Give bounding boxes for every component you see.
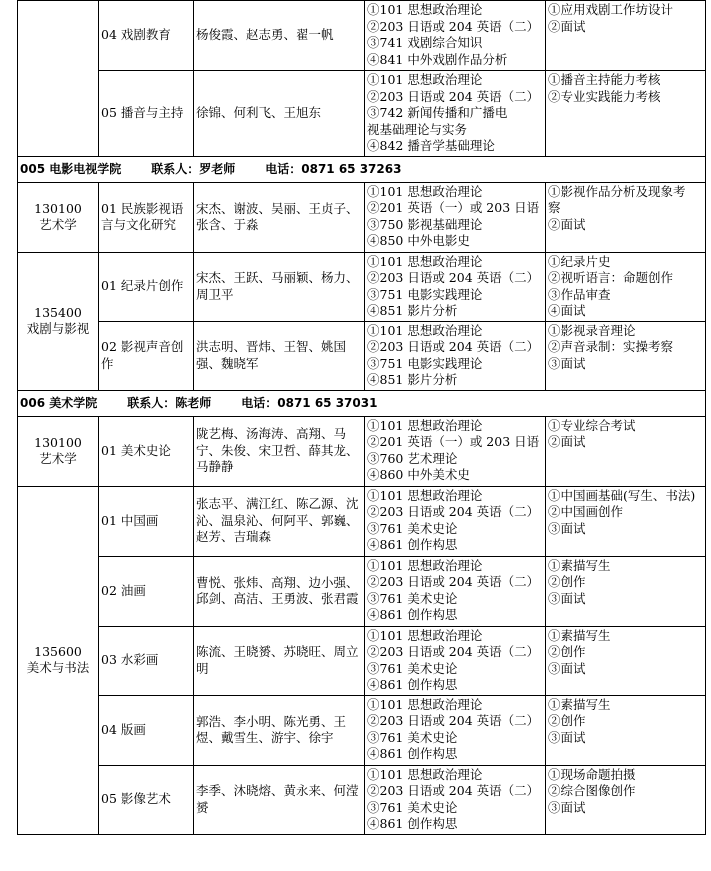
exam-subject-line: ①101 思想政治理论 (367, 322, 483, 338)
exam-subjects-cell (365, 71, 546, 157)
exam-subjects-cell (365, 182, 546, 252)
table-row (18, 765, 706, 834)
retest-subjects-cell (546, 626, 706, 695)
exam-subject-line: ①101 思想政治理论 (367, 72, 483, 87)
exam-subject-line: ①101 思想政治理论 (367, 487, 483, 503)
major-code: 130100 (34, 434, 82, 450)
major-cell (18, 416, 99, 486)
major-cell (18, 182, 99, 252)
direction-cell: 04 版画 (99, 695, 194, 765)
table-row (18, 486, 706, 556)
exam-subject-line: ②203 日语或 204 英语（二） (367, 713, 540, 728)
mentors-cell: 陈流、王晓赟、苏晓旺、周立明 (194, 626, 365, 695)
exam-subject-line: 视基础理论与实务 (367, 121, 468, 137)
table-row (18, 695, 706, 765)
exam-subject-line: ①101 思想政治理论 (367, 696, 483, 712)
mentors-cell: 张志平、满江红、陈乙源、沈沁、温泉沁、何阿平、郭巍、赵芳、吉瑞森 (194, 486, 365, 556)
major-name: 美术与书法 (26, 660, 90, 675)
college-header (18, 390, 706, 416)
mentors-cell: 郭浩、李小明、陈光勇、王煜、戴雪生、游宇、徐宇 (194, 695, 365, 765)
college-name: 005 电影电视学院 (20, 161, 122, 176)
retest-subject-line: ②综合图像创作 (548, 783, 636, 798)
mentors-cell: 洪志明、晋炜、王智、姚国强、魏晓军 (194, 321, 365, 390)
retest-subjects-cell (546, 182, 706, 252)
exam-subjects-cell (365, 626, 546, 695)
exam-subject-line: ②201 英语（一）或 203 日语 (367, 200, 540, 215)
retest-subject-line: ①应用戏剧工作坊设计 (548, 2, 674, 17)
major-code: 130100 (34, 200, 82, 216)
direction-cell: 02 油画 (99, 556, 194, 626)
exam-subjects-cell (365, 416, 546, 486)
table-row (18, 1, 706, 71)
retest-subject-line: ③面试 (548, 729, 586, 745)
table-row (18, 71, 706, 157)
retest-subject-line: ①影视录音理论 (548, 322, 636, 338)
direction-cell: 05 影像艺术 (99, 765, 194, 834)
retest-subjects-cell (546, 695, 706, 765)
retest-subject-line: ②专业实践能力考核 (548, 88, 661, 104)
exam-subjects-cell (365, 486, 546, 556)
retest-subject-line: ②创作 (548, 574, 586, 589)
exam-subject-line: ③751 电影实践理论 (367, 355, 483, 371)
retest-subject-line: ①播音主持能力考核 (548, 72, 661, 87)
exam-subject-line: ②203 日语或 204 英语（二） (367, 504, 540, 519)
table-row (18, 416, 706, 486)
exam-subject-line: ①101 思想政治理论 (367, 2, 483, 17)
retest-subject-line: ①素描写生 (548, 557, 611, 573)
retest-subject-line: ③面试 (548, 660, 586, 676)
mentors-cell: 曹悦、张炜、高翔、边小强、邱剑、高洁、王勇波、张君霞 (194, 556, 365, 626)
catalog-table (17, 0, 706, 835)
retest-subject-line: ②中国画创作 (548, 504, 624, 519)
direction-cell: 01 中国画 (99, 486, 194, 556)
exam-subject-line: ②203 日语或 204 英语（二） (367, 88, 540, 104)
retest-subject-line: ①专业综合考试 (548, 417, 636, 433)
direction-cell: 02 影视声音创作 (99, 321, 194, 390)
college-header-row (18, 156, 706, 182)
retest-subject-line: ③作品审查 (548, 286, 611, 302)
retest-subject-line: ③面试 (548, 520, 586, 536)
direction-cell: 03 水彩画 (99, 626, 194, 695)
exam-subjects-cell (365, 321, 546, 390)
retest-subject-line: ③面试 (548, 799, 586, 815)
exam-subject-line: ④842 播音学基础理论 (367, 138, 495, 153)
mentors-cell: 宋杰、谢波、吴丽、王贞子、张含、于淼 (194, 182, 365, 252)
exam-subjects-cell (365, 765, 546, 834)
major-name: 艺术学 (39, 451, 77, 466)
direction-cell: 01 民族影视语言与文化研究 (99, 182, 194, 252)
exam-subject-line: ④861 创作构思 (367, 607, 458, 622)
exam-subjects-cell (365, 556, 546, 626)
retest-subject-line: ②创作 (548, 644, 586, 659)
exam-subject-line: ②201 英语（一）或 203 日语 (367, 434, 540, 449)
exam-subject-line: ①101 思想政治理论 (367, 253, 483, 269)
direction-cell: 01 纪录片创作 (99, 252, 194, 321)
exam-subject-line: ④861 创作构思 (367, 537, 458, 552)
retest-subjects-cell (546, 765, 706, 834)
retest-subjects-cell (546, 556, 706, 626)
retest-subjects-cell (546, 416, 706, 486)
direction-cell: 01 美术史论 (99, 416, 194, 486)
mentors-cell: 陇艺梅、汤海涛、高翔、马宁、朱俊、宋卫哲、薛其龙、马静静 (194, 416, 365, 486)
retest-subject-line: ④面试 (548, 303, 586, 318)
retest-subject-line: ①现场命题拍摄 (548, 766, 636, 782)
exam-subjects-cell (365, 252, 546, 321)
retest-subject-line: ②面试 (548, 216, 586, 232)
major-cell-continued (18, 1, 99, 157)
college-contact: 联系人：罗老师 (151, 161, 236, 176)
exam-subject-line: ③751 电影实践理论 (367, 286, 483, 302)
major-code: 135600 (34, 643, 82, 659)
major-cell (18, 252, 99, 390)
table-row (18, 626, 706, 695)
college-header-row (18, 390, 706, 416)
retest-subject-line: ①中国画基础(写生、书法) (548, 487, 696, 503)
exam-subject-line: ③761 美术史论 (367, 799, 458, 815)
table-row (18, 252, 706, 321)
exam-subject-line: ④860 中外美术史 (367, 467, 470, 482)
exam-subject-line: ③750 影视基础理论 (367, 216, 483, 232)
exam-subject-line: ③741 戏剧综合知识 (367, 35, 483, 50)
retest-subject-line: ③面试 (548, 355, 586, 371)
mentors-cell: 杨俊霞、赵志勇、翟一帆 (194, 1, 365, 71)
enrollment-catalog (17, 0, 705, 835)
exam-subject-line: ③761 美术史论 (367, 520, 458, 536)
exam-subject-line: ④850 中外电影史 (367, 233, 470, 248)
retest-subject-line: ①纪录片史 (548, 253, 611, 269)
exam-subject-line: ④851 影片分析 (367, 372, 458, 387)
college-phone: 电话：0871 65 37031 (241, 395, 378, 410)
retest-subjects-cell (546, 1, 706, 71)
exam-subject-line: ④861 创作构思 (367, 746, 458, 761)
college-header (18, 156, 706, 182)
retest-subject-line: ②声音录制：实操考察 (548, 339, 674, 354)
table-row (18, 321, 706, 390)
exam-subject-line: ②203 日语或 204 英语（二） (367, 644, 540, 659)
exam-subject-line: ④851 影片分析 (367, 303, 458, 318)
exam-subject-line: ③742 新闻传播和广播电 (367, 105, 508, 120)
exam-subject-line: ④841 中外戏剧作品分析 (367, 51, 508, 67)
table-row (18, 556, 706, 626)
retest-subject-line: ①影视作品分析及现象考 (548, 183, 686, 199)
retest-subject-line: ②视听语言：命题创作 (548, 270, 674, 285)
retest-subject-line: ②面试 (548, 18, 586, 34)
exam-subject-line: ①101 思想政治理论 (367, 417, 483, 433)
retest-subject-line: ②面试 (548, 434, 586, 449)
retest-subjects-cell (546, 252, 706, 321)
retest-subjects-cell (546, 321, 706, 390)
exam-subject-line: ②203 日语或 204 英语（二） (367, 574, 540, 589)
mentors-cell: 宋杰、王跃、马丽颖、杨力、周卫平 (194, 252, 365, 321)
retest-subject-line: ③面试 (548, 590, 586, 606)
table-row (18, 182, 706, 252)
exam-subject-line: ②203 日语或 204 英语（二） (367, 339, 540, 354)
exam-subjects-cell (365, 1, 546, 71)
exam-subject-line: ①101 思想政治理论 (367, 627, 483, 643)
major-code: 135400 (34, 304, 82, 320)
retest-subjects-cell (546, 71, 706, 157)
exam-subject-line: ③761 美术史论 (367, 660, 458, 676)
exam-subject-line: ②203 日语或 204 英语（二） (367, 270, 540, 285)
exam-subjects-cell (365, 695, 546, 765)
exam-subject-line: ③760 艺术理论 (367, 450, 458, 466)
exam-subject-line: ②203 日语或 204 英语（二） (367, 18, 540, 34)
exam-subject-line: ②203 日语或 204 英语（二） (367, 783, 540, 798)
major-cell (18, 486, 99, 834)
exam-subject-line: ①101 思想政治理论 (367, 183, 483, 199)
exam-subject-line: ①101 思想政治理论 (367, 766, 483, 782)
exam-subject-line: ④861 创作构思 (367, 816, 458, 831)
retest-subject-line: ①素描写生 (548, 696, 611, 712)
exam-subject-line: ③761 美术史论 (367, 729, 458, 745)
exam-subject-line: ①101 思想政治理论 (367, 557, 483, 573)
college-phone: 电话：0871 65 37263 (265, 161, 402, 176)
college-name: 006 美术学院 (20, 395, 98, 410)
retest-subjects-cell (546, 486, 706, 556)
mentors-cell: 李季、沐晓熔、黄永来、何滢赟 (194, 765, 365, 834)
exam-subject-line: ③761 美术史论 (367, 590, 458, 606)
retest-subject-line: ②创作 (548, 713, 586, 728)
retest-subject-line: ①素描写生 (548, 627, 611, 643)
major-name: 艺术学 (39, 217, 77, 232)
direction-cell: 05 播音与主持 (99, 71, 194, 157)
exam-subject-line: ④861 创作构思 (367, 677, 458, 692)
college-contact: 联系人：陈老师 (127, 395, 212, 410)
mentors-cell: 徐锦、何利飞、王旭东 (194, 71, 365, 157)
major-name: 戏剧与影视 (26, 321, 90, 336)
retest-subject-line: 察 (548, 200, 561, 215)
direction-cell: 04 戏剧教育 (99, 1, 194, 71)
